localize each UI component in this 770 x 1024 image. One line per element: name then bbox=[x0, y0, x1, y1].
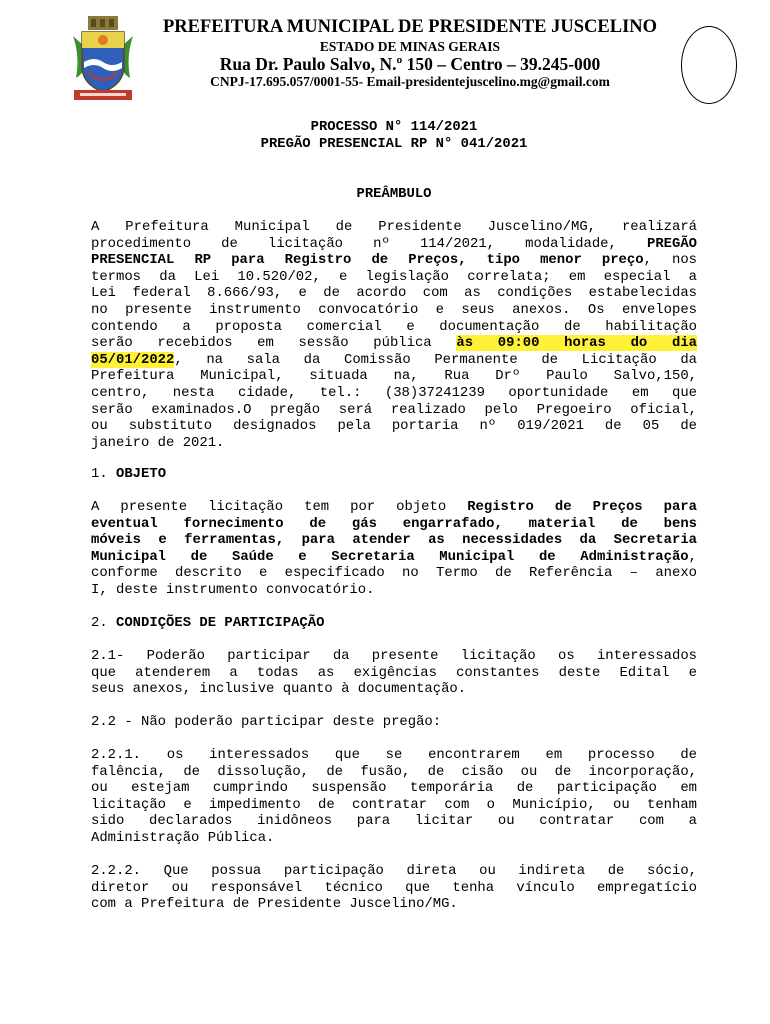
text-line: A presente licitação tem por objeto Registro de Preços para bbox=[91, 499, 697, 515]
section-2-heading: 2. CONDIÇÕES DE PARTICIPAÇÃO bbox=[91, 615, 325, 631]
text-line: com a Prefeitura de Presidente Juscelino/MG. bbox=[91, 896, 458, 913]
session-time-highlight: às 09:00 horas do dia bbox=[456, 335, 697, 352]
text-line: diretor ou responsável técnico que tenha vínculo empregatício bbox=[91, 879, 697, 896]
text-line: ou estejam cumprindo suspensão temporária de participação em bbox=[91, 780, 697, 797]
section-1-heading: 1. OBJETO bbox=[91, 466, 167, 482]
text-line: ou substituto designados pela portaria nº 019/2021 de 05 de bbox=[91, 418, 697, 435]
text-line: Prefeitura Municipal, situada na, Rua Drº Paulo Salvo,150, bbox=[91, 368, 697, 385]
text-line: serão examinados.O pregão será realizado pelo Pregoeiro oficial, bbox=[91, 401, 697, 418]
text-line: que atenderem a todas as exigências constantes deste Edital e bbox=[91, 664, 697, 681]
text-line: centro, nesta cidade, tel.: (38)37241239 oportunidade em que bbox=[91, 384, 697, 401]
text-line: 2.2.2. Que possua participação direta ou indireta de sócio, bbox=[91, 863, 697, 879]
text-line: contendo a proposta comercial e documentação de habilitação bbox=[91, 318, 697, 335]
text-line: falência, de dissolução, de fusão, de cisão ou de incorporação, bbox=[91, 763, 697, 780]
text-line: A Prefeitura Municipal de Presidente Juscelino/MG, realizará bbox=[91, 219, 697, 235]
clause-2-2-1 bbox=[91, 747, 697, 847]
text-line: PRESENCIAL RP para Registro de Preços, tipo menor preço, nos bbox=[91, 252, 698, 269]
text-line: janeiro de 2021. bbox=[91, 434, 225, 451]
text-line: eventual fornecimento de gás engarrafado, material de bens bbox=[91, 515, 697, 532]
text-line: licitação e impedimento de contratar com o Município, ou tenham bbox=[91, 796, 697, 813]
letterhead bbox=[0, 0, 770, 110]
text-line: Municipal de Saúde e Secretaria Municipal de Administração, bbox=[91, 548, 697, 565]
text-line: móveis e ferramentas, para atender as necessidades da Secretaria bbox=[91, 532, 697, 549]
text-line: I, deste instrumento convocatório. bbox=[91, 581, 375, 598]
text-line: Lei federal 8.666/93, e de acordo com as condições estabelecidas bbox=[91, 285, 697, 302]
stamp-oval bbox=[681, 26, 737, 104]
text-line: termos da Lei 10.520/02, e legislação correlata; em especial a bbox=[91, 268, 697, 285]
text-line: 05/01/2022, na sala da Comissão Permanente de Licitação da bbox=[91, 351, 697, 368]
text-line: 2.2.1. os interessados que se encontrarem em processo de bbox=[91, 747, 697, 763]
text-line: seus anexos, inclusive quanto à documentação. bbox=[91, 681, 467, 698]
clause-2-2-2 bbox=[91, 863, 697, 913]
text-line: Administração Pública. bbox=[91, 829, 275, 846]
clause-2-1 bbox=[91, 648, 697, 698]
object-paragraph bbox=[91, 499, 697, 599]
text-line: procedimento de licitação nº 114/2021, modalidade, PREGÃO bbox=[91, 235, 697, 252]
text-line: no presente instrumento convocatório e seus anexos. Os envelopes bbox=[91, 301, 697, 318]
preamble-paragraph bbox=[91, 219, 697, 451]
text-line: 2.1- Poderão participar da presente licitação os interessados bbox=[91, 648, 697, 664]
municipal-coat-of-arms-icon bbox=[70, 16, 136, 102]
state-name: ESTADO DE MINAS GERAIS bbox=[319, 39, 501, 54]
address-line: Rua Dr. Paulo Salvo, N.º 150 – Centro – 39.245-000 bbox=[219, 54, 601, 74]
text-line: conforme descrito e especificado no Termo de Referência – anexo bbox=[91, 565, 697, 582]
clause-2-2: 2.2 - Não poderão participar deste pregão: bbox=[91, 714, 442, 730]
text-line: sido declarados inidôneos para licitar ou contratar com a bbox=[91, 813, 697, 830]
session-date-highlight: 05/01/2022 bbox=[91, 351, 175, 368]
text-line: serão recebidos em sessão pública às 09:00 horas do dia bbox=[91, 335, 697, 352]
pregao-number: PREGÃO PRESENCIAL RP N° 041/2021 bbox=[260, 136, 528, 152]
municipality-title: PREFEITURA MUNICIPAL DE PRESIDENTE JUSCELINO bbox=[162, 17, 658, 37]
process-number: PROCESSO N° 114/2021 bbox=[310, 119, 478, 135]
preamble-heading: PREÂMBULO bbox=[356, 186, 432, 202]
contact-line: CNPJ-17.695.057/0001-55- Email-presidentejuscelino.mg@gmail.com bbox=[210, 74, 610, 89]
